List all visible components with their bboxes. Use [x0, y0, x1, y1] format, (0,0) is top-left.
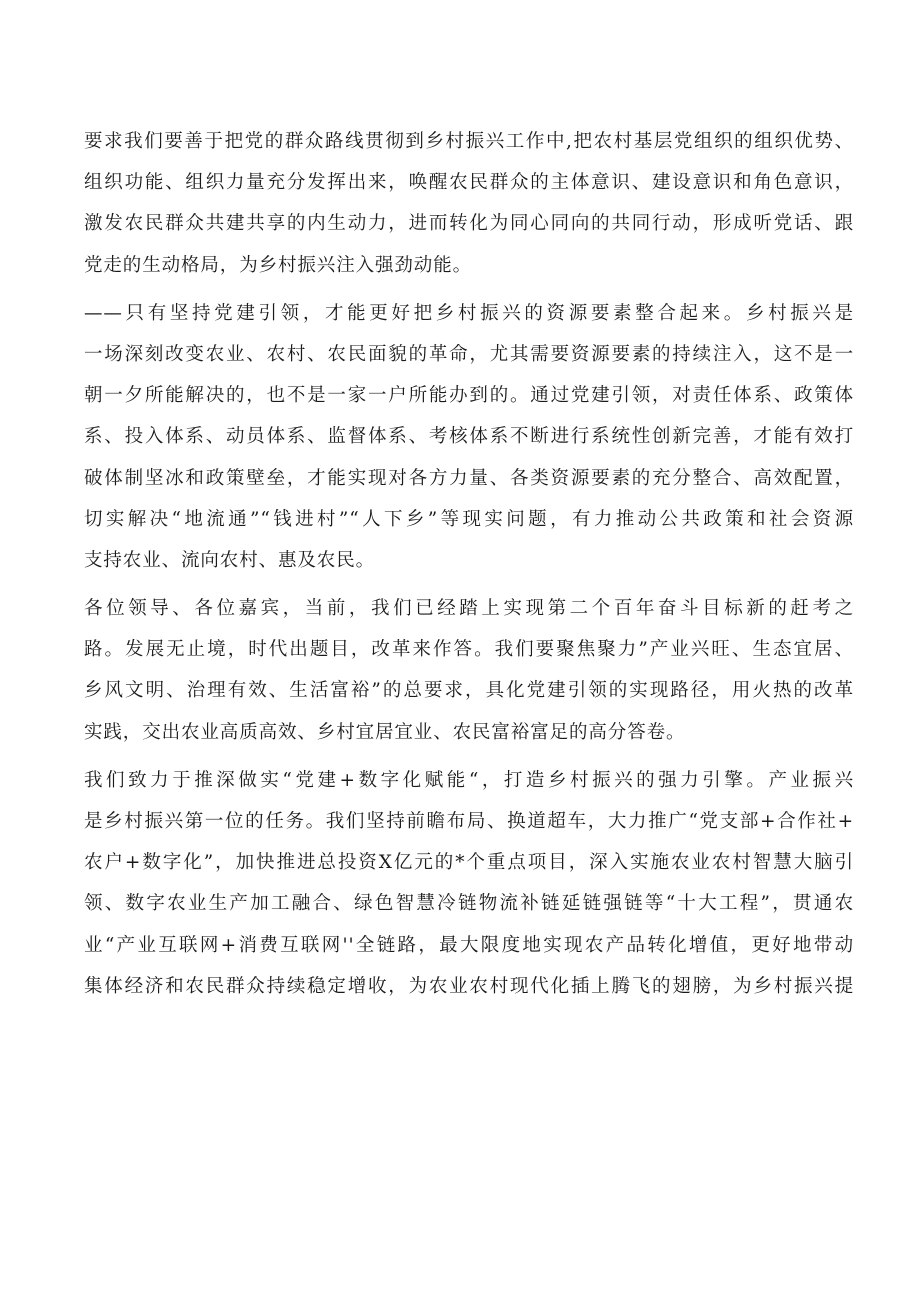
text-line: 是乡村振兴第一位的任务。我们坚持前瞻布局、换道超车，大力推广“党支部+合作社+ [84, 811, 854, 832]
text-line: 业“产业互联网+消费互联网''全链路，最大限度地实现农产品转化增值，更好地带动 [84, 934, 854, 956]
text-line: 一场深刻改变农业、农村、农民面貌的革命，尤其需要资源要素的持续注入，这不是一 [84, 343, 854, 365]
text-line: 组织功能、组织力量充分发挥出来，唤醒农民群众的主体意识、建设意识和角色意识， [84, 172, 854, 194]
text-line: 农户+数字化”，加快推进总投资X亿元的*个重点项目，深入实施农业农村智慧大脑引 [84, 852, 854, 874]
text-line: 要求我们要善于把党的群众路线贯彻到乡村振兴工作中,把农村基层党组织的组织优势、 [84, 131, 854, 152]
text-line: 乡风文明、治理有效、生活富裕”的总要求，具化党建引领的实现路径，用火热的改革 [84, 680, 854, 702]
text-line: 激发农民群众共建共享的内生动力，进而转化为同心同向的共同行动，形成听党话、跟 [84, 213, 854, 235]
text-line: 我们致力于推深做实“党建+数字化赋能“，打造乡村振兴的强力引擎。产业振兴 [84, 769, 854, 791]
text-line: 支持农业、流向农村、惠及农民。 [84, 549, 376, 571]
text-line: 破体制坚冰和政策壁垒，才能实现对各方力量、各类资源要素的充分整合、高效配置， [84, 467, 854, 489]
text-line: 集体经济和农民群众持续稳定增收，为农业农村现代化插上腾飞的翅膀，为乡村振兴提 [84, 975, 854, 997]
paragraph-gap [84, 581, 854, 588]
text-line: 领、数字农业生产加工融合、绿色智慧冷链物流补链延链强链等“十大工程”，贯通农 [84, 893, 854, 915]
paragraph-3 [84, 588, 854, 753]
text-line: 朝一夕所能解决的，也不是一家一户所能办到的。通过党建引领，对责任体系、政策体 [84, 385, 854, 407]
paragraph-2 [84, 293, 854, 581]
paragraph-gap [84, 286, 854, 293]
text-line: ——只有坚持党建引领，才能更好把乡村振兴的资源要素整合起来。乡村振兴是 [84, 302, 854, 324]
text-line: 各位领导、各位嘉宾，当前，我们已经踏上实现第二个百年奋斗目标新的赶考之 [84, 598, 854, 620]
text-line: 实践，交出农业高质高效、乡村宜居宜业、农民富裕富足的高分答卷。 [84, 721, 686, 743]
paragraph-gap [84, 753, 854, 760]
paragraph-1 [84, 121, 854, 286]
document-body [84, 121, 854, 1007]
text-line: 系、投入体系、动员体系、监督体系、考核体系不断进行系统性创新完善，才能有效打 [84, 426, 854, 448]
paragraph-4 [84, 760, 854, 1007]
text-line: 党走的生动格局，为乡村振兴注入强劲动能。 [84, 254, 473, 276]
text-line: 切实解决“地流通”“钱进村”“人下乡”等现实问题，有力推动公共政策和社会资源 [84, 508, 854, 530]
text-line: 路。发展无止境，时代出题目，改革来作答。我们要聚焦聚力”产业兴旺、生态宜居、 [84, 639, 854, 661]
